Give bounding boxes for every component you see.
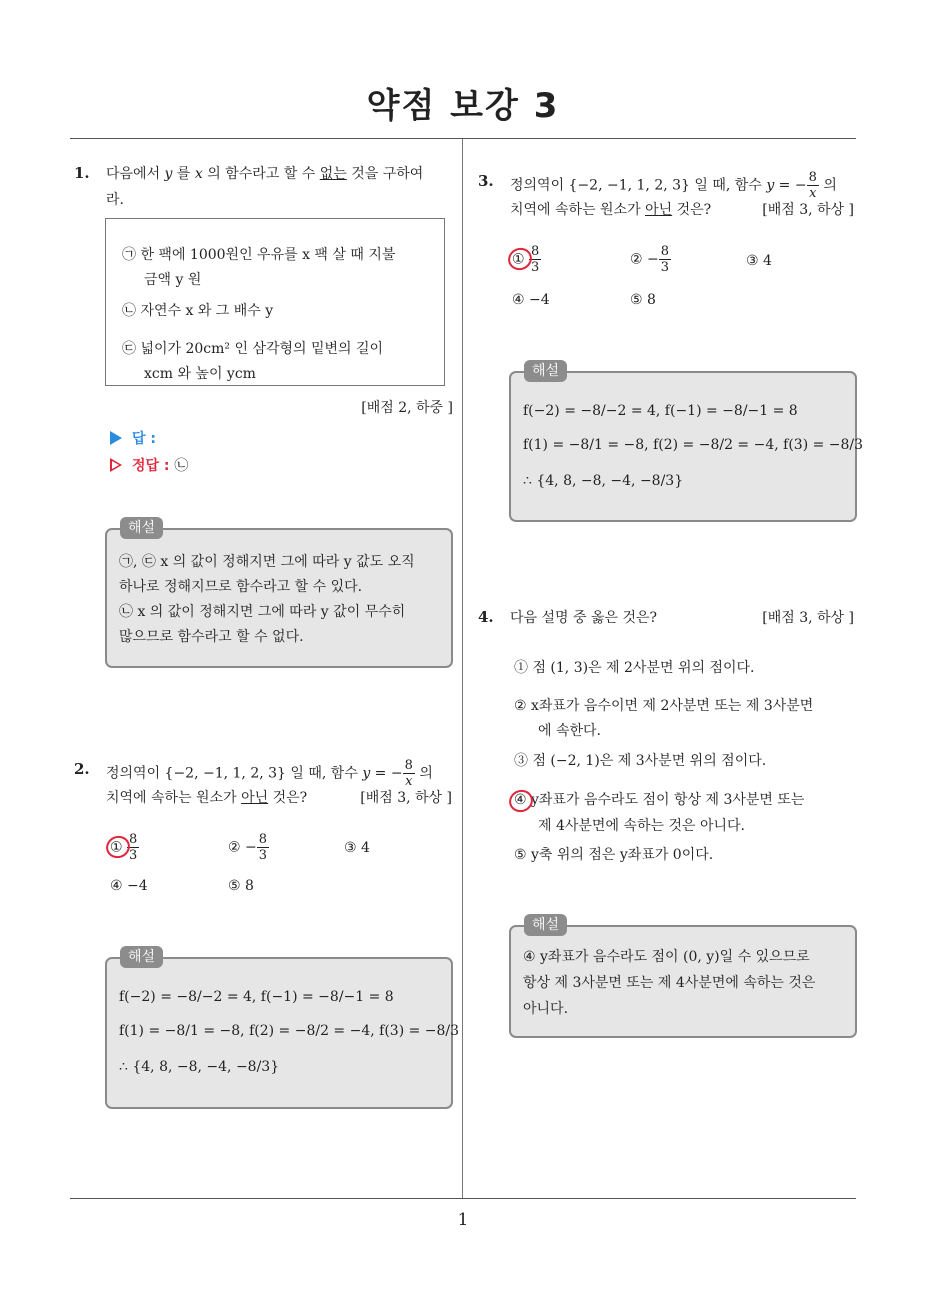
question-3-score: [배점 3, 하상 ] xyxy=(762,202,854,218)
explanation-line: f(−2) = −8/−2 = 4, f(−1) = −8/−1 = 8 xyxy=(523,403,798,419)
question-3-text-line-2: 치역에 속하는 원소가 아닌 것은? xyxy=(510,202,712,218)
question-2-text-line-2: 치역에 속하는 원소가 아닌 것은? xyxy=(106,790,308,806)
condition-b: ㉡ 자연수 x 와 그 배수 y xyxy=(122,303,274,319)
question-1-number: 1. xyxy=(74,164,90,182)
condition-c-line-2: xcm 와 높이 ycm xyxy=(144,366,256,382)
option-5[interactable]: ⑤ 8 xyxy=(228,878,254,894)
explanation-line: 하나로 정해지므로 함수라고 할 수 있다. xyxy=(119,579,363,595)
question-2-explanation xyxy=(105,957,460,1109)
question-2-score: [배점 3, 하상 ] xyxy=(360,790,452,806)
option-5[interactable]: ⑤ y축 위의 점은 y좌표가 0이다. xyxy=(514,847,714,863)
condition-a-line-1: ㉠ 한 팩에 1000원인 우유를 x 팩 살 때 지불 xyxy=(122,247,396,263)
explanation-tag: 해설 xyxy=(524,360,567,382)
explanation-line: ㉠, ㉢ x 의 값이 정해지면 그에 따라 y 값도 오직 xyxy=(119,554,415,570)
option-4-line-1[interactable]: ④ y좌표가 음수라도 점이 항상 제 3사분면 또는 xyxy=(514,792,805,808)
question-3-explanation xyxy=(509,371,864,522)
option-3[interactable]: ③ 4 xyxy=(344,840,370,856)
question-2-number: 2. xyxy=(74,760,90,778)
explanation-line: f(1) = −8/1 = −8, f(2) = −8/2 = −4, f(3) = −8/3 xyxy=(119,1023,460,1039)
question-2-text-line-1: 정의역이 {−2, −1, 1, 2, 3} 일 때, 함수 y = − $\frac{8}{x}$ 의 xyxy=(106,758,433,789)
option-3[interactable]: ③ 4 xyxy=(746,253,772,269)
option-5[interactable]: ⑤ 8 xyxy=(630,292,656,308)
question-3-number: 3. xyxy=(478,172,494,190)
question-4-number: 4. xyxy=(478,608,494,626)
explanation-tag: 해설 xyxy=(120,517,163,539)
explanation-line: f(−2) = −8/−2 = 4, f(−1) = −8/−1 = 8 xyxy=(119,989,394,1005)
explanation-line: f(1) = −8/1 = −8, f(2) = −8/2 = −4, f(3) = −8/3 xyxy=(523,437,864,453)
option-4-line-2: 제 4사분면에 속하는 것은 아니다. xyxy=(538,818,745,834)
answer-marker-icon xyxy=(110,431,122,445)
question-1-score: [배점 2, 하중 ] xyxy=(361,400,453,416)
option-3[interactable]: ③ 점 (−2, 1)은 제 3사분면 위의 점이다. xyxy=(514,753,767,769)
option-1[interactable]: ① 점 (1, 3)은 제 2사분면 위의 점이다. xyxy=(514,660,755,676)
explanation-tag: 해설 xyxy=(120,946,163,968)
question-4-score: [배점 3, 하상 ] xyxy=(762,610,854,626)
column-divider xyxy=(462,139,463,1198)
option-2-line-2: 에 속한다. xyxy=(538,723,601,739)
explanation-line: ④ y좌표가 음수라도 점이 (0, y)일 수 있으므로 xyxy=(523,949,810,965)
question-1-condition-box xyxy=(105,218,445,386)
condition-c-line-1: ㉢ 넓이가 20cm² 인 삼각형의 밑변의 길이 xyxy=(122,341,384,357)
question-1-explanation xyxy=(105,528,453,668)
explanation-line: ∴ {4, 8, −8, −4, −8/3} xyxy=(119,1059,280,1075)
explanation-line: 항상 제 3사분면 또는 제 4사분면에 속하는 것은 xyxy=(523,975,816,991)
option-1[interactable]: ① $\frac{8}{3}$ xyxy=(512,244,540,275)
explanation-line: ㉡ x 의 값이 정해지면 그에 따라 y 값이 무수히 xyxy=(119,604,406,620)
top-divider xyxy=(70,138,856,139)
question-1-text-line-2: 라. xyxy=(106,192,124,208)
option-2[interactable]: ② − $\frac{8}{3}$ xyxy=(630,244,670,275)
answer-row: 답 : xyxy=(110,428,156,448)
option-1[interactable]: ① $\frac{8}{3}$ xyxy=(110,832,138,863)
question-1-text-line-1: 다음에서 y 를 x 의 함수라고 할 수 없는 것을 구하여 xyxy=(106,166,424,182)
explanation-line: 아니다. xyxy=(523,1001,569,1017)
explanation-line: ∴ {4, 8, −8, −4, −8/3} xyxy=(523,473,684,489)
question-4-explanation xyxy=(509,925,857,1038)
explanation-tag: 해설 xyxy=(524,914,567,936)
option-4[interactable]: ④ −4 xyxy=(512,292,550,308)
option-2-line-1[interactable]: ② x좌표가 음수이면 제 2사분면 또는 제 3사분면 xyxy=(514,698,814,714)
question-4-text: 다음 설명 중 옳은 것은? xyxy=(510,610,658,626)
question-3-text-line-1: 정의역이 {−2, −1, 1, 2, 3} 일 때, 함수 y = − $\frac{8}{x}$ 의 xyxy=(510,170,837,201)
explanation-line: 많으므로 함수라고 할 수 없다. xyxy=(119,629,304,645)
condition-a-line-2: 금액 y 원 xyxy=(144,272,202,288)
correct-marker-icon xyxy=(110,458,122,472)
page-number: 1 xyxy=(457,1210,469,1230)
option-4[interactable]: ④ −4 xyxy=(110,878,148,894)
correct-answer-row: 정답 : ㉡ xyxy=(110,455,188,475)
bottom-divider xyxy=(70,1198,856,1199)
page-title: 약점 보강 3 xyxy=(366,86,560,126)
option-2[interactable]: ② − $\frac{8}{3}$ xyxy=(228,832,268,863)
